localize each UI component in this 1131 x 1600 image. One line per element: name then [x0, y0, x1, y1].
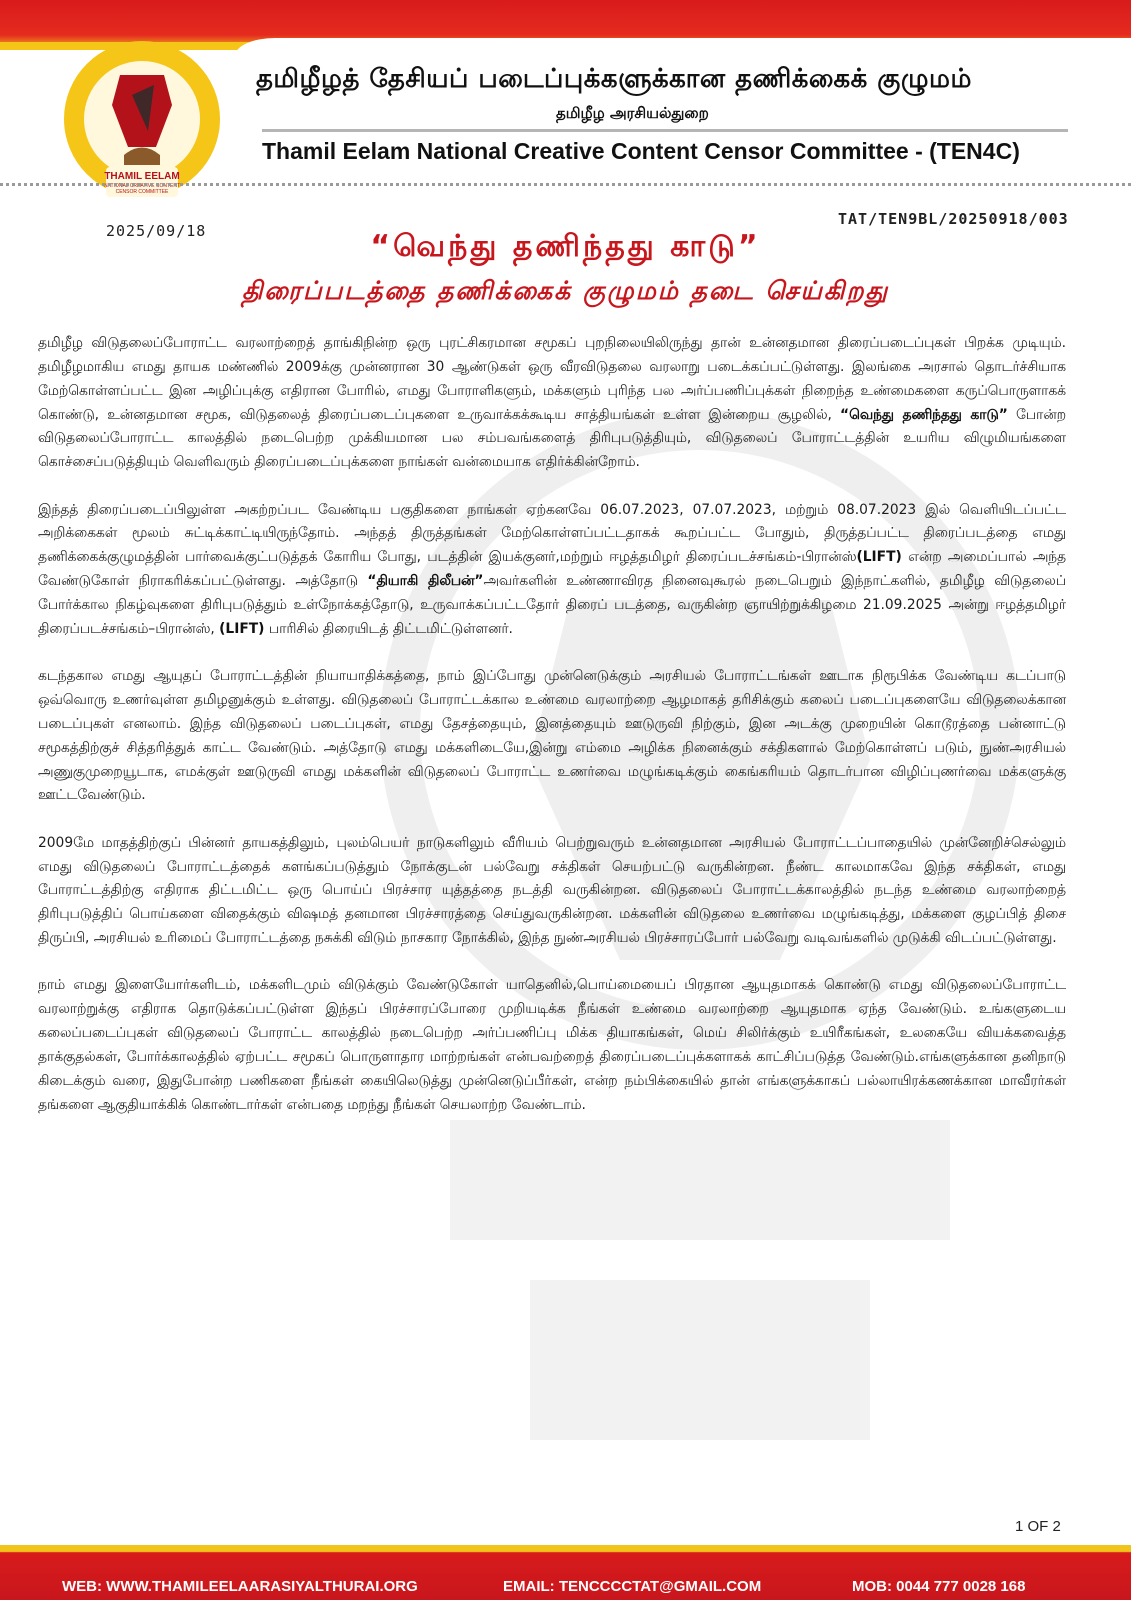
document-subtitle: திரைப்படத்தை தணிக்கைக் குழுமம் தடை செய்கிறது [241, 276, 890, 305]
header-band-curve [235, 38, 1131, 56]
logo-text-main: THAMIL EELAM [104, 171, 180, 182]
paragraph-text: தமிழீழ விடுதலைப்போராட்ட வரலாற்றைத் தாங்கிநின்ற ஒரு புரட்சிகரமான சமூகப் புறநிலையிலிருந்து தான் உன்னதமான திரைப்படைப்புகள் பிறக்க முடியும். தமிழீழமாகிய எமது தாயக மண்ணில் 2009க்கு முன்னரான 30 ஆண்டுகள் ஒரு வீரவிடுதலை வரலாறு படைக்கப்பட்டுள்ளது. இலங்கை அரசால் தொடர்ச்சியாக மேற்கொள்ளப்பட்ட இன அழிப்புக்கு எதிரான போரில், எமது போராளிகளும், மக்களும் புரிந்த பல அர்ப்பணிப்புக்கள் நிறைந்த உண்மைகளை கருப்பொருளாகக் கொண்டு, உன்னதமான சமூக, விடுதலைத் திரைப்படைப்புகளை உருவாக்கக்கூடிய சாத்தியங்கள் உள்ள இன்றைய சூழலில், [38, 335, 1066, 423]
emphasis-text: (LIFT) [219, 620, 265, 637]
footer-website-link[interactable]: WEB: WWW.THAMILEELAARASIYALTHURAI.ORG [62, 1578, 418, 1595]
document-title: “வெந்து தணிந்தது காடு” [370, 229, 761, 264]
dotted-separator [0, 183, 1131, 186]
body-text [38, 332, 1066, 1141]
committee-logo [62, 35, 222, 215]
logo-text-sub1: NATIONAL CREATIVE CONTENT [103, 183, 181, 189]
body-paragraph [38, 974, 1066, 1117]
header-divider [262, 129, 1068, 132]
body-paragraph [38, 499, 1066, 642]
paragraph-text: இந்தத் திரைப்படைப்பிலுள்ள அகற்றப்பட வேண்டிய பகுதிகளை நாங்கள் ஏற்கனவே 06.07.2023, 07.07.2023, மற்றும் 08.07.2023 இல் வெளியிடப்பட்ட அறிக்கைகள் மூலம் சுட்டிக்காட்டியிருந்தோம். அந்தத் திருத்தங்கள் மேற்கொள்ளப்பட்டதாகக் கூறப்பட்ட போதும், திருத்தப்பட்ட திரைப்படத்தை எமது தணிக்கைக்குழுமத்தின் பார்வைக்குட்படுத்தக் கோரிய போது, படத்தின் இயக்குனர்,மற்றும் ஈழத்தமிழர் திரைப்படச்சங்கம்-பிரான்ஸ் [38, 501, 1066, 566]
org-name-tamil: தமிழீழத் தேசியப் படைப்புக்களுக்கான தணிக்கைக் குழுமம் [256, 64, 972, 94]
body-paragraph [38, 332, 1066, 475]
document-date: 2025/09/18 [106, 222, 207, 240]
body-paragraph [38, 832, 1066, 951]
paragraph-text: கடந்தகால எமது ஆயுதப் போராட்டத்தின் நியாயாதிக்கத்தை, நாம் இப்போது முன்னெடுக்கும் அரசியல் போராட்டங்கள் ஊடாக நிரூபிக்க வேண்டிய கடப்பாடு ஒவ்வொரு உணர்வுள்ள தமிழனுக்கும் உள்ளது. விடுதலைப் போராட்டக்கால உண்மை வரலாற்றை ஆழமாகத் தரிசிக்கும் கலைப் படைப்புகளையே விடுதலைக்கான படைப்புகள் எனலாம். இந்த விடுதலைப் படைப்புகள், எமது தேசத்தையும், இனத்தையும் ஊடுருவி நிற்கும், இன அடக்கு முறையின் கொடூரத்தை பன்னாட்டு சமூகத்திற்குச் சித்தரித்துக் காட்ட வேண்டும். அத்தோடு எமது மக்களிடையே,இன்று எம்மை அழிக்க நினைக்கும் சக்திகளால் மேற்கொள்ளப் படும், நுண்அரசியல் அணுகுமுறையூடாக, எமக்குள் ஊடுருவி எமது மக்களின் விடுதலைப் போராட்ட உணர்வை மழுங்கடிக்கும் கைங்கரியம் தொடர்பான விழிப்புணர்வை மக்களுக்கு ஊட்டவேண்டும். [38, 668, 1066, 804]
footer-phone: MOB: 0044 777 0028 168 [852, 1578, 1026, 1595]
paragraph-text: பாரிசில் திரையிடத் திட்டமிட்டுள்ளனர். [264, 620, 513, 637]
paragraph-text: அவர்களின் உண்ணாவிரத நினைவுகூரல் நடைபெறும் இந்நாட்களில், தமிழீழ விடுதலைப் போர்க்கால நிகழ்வுகளை திரிபுபடுத்தும் உள்நோக்கத்தோடு, உருவாக்கப்பட்டதோர் திரைப் படத்தை, வருகின்ற ஞாயிற்றுக்கிழமை 21.09.2025 அன்று ஈழத்தமிழர் திரைப்படச்சங்கம்–பிரான்ஸ், [38, 573, 1067, 637]
paragraph-text: போன்ற விடுதலைப்போராட்ட காலத்தில் நடைபெற்ற முக்கியமான பல சம்பவங்களைத் திரிபுபடுத்தியும், விடுதலைப் போராட்டத்தின் உயரிய விழுமியங்களை கொச்சைப்படுத்தியும் வெளிவரும் திரைப்படைப்புக்களை நாங்கள் வன்மையாக எதிர்க்கின்றோம். [38, 406, 1066, 471]
org-subtitle-tamil: தமிழீழ அரசியல்துறை [556, 104, 709, 122]
emphasis-text: (LIFT) [856, 549, 902, 566]
paragraph-text: என்ற அமைப்பால் அந்த வேண்டுகோள் நிராகரிக்கப்பட்டுள்ளது. அத்தோடு [38, 549, 1066, 590]
reference-number: TAT/TEN9BL/20250918/003 [838, 210, 1069, 228]
body-paragraph [38, 665, 1066, 808]
emphasis-text: “வெந்து தணிந்தது காடு” [840, 406, 1008, 423]
paragraph-text: நாம் எமது இளையோர்களிடம், மக்களிடமும் விடுக்கும் வேண்டுகோள் யாதெனில்,பொய்மையைப் பிரதான ஆயுதமாகக் கொண்டு எமது விடுதலைப்போராட்ட வரலாற்றுக்கு எதிராக தொடுக்கப்பட்டுள்ள இந்தப் பிரச்சாரப்போரை முறியடிக்க நீங்கள் உண்மை வரலாற்றை ஆயுதமாக ஏந்த வேண்டும். உங்களுடைய கலைப்படைப்புகள் விடுதலைப் போராட்ட காலத்தில் நடைபெற்ற அர்ப்பணிப்பு மிக்க தியாகங்கள், மெய் சிலிர்க்கும் உயிரீகங்கள், உலகையே வியக்கவைத்த தாக்குதல்கள், போர்க்காலத்தில் ஏற்பட்ட சமூகப் பொருளாதார மாற்றங்கள் என்பவற்றைத் திரைப்படைப்புக்களாகக் காட்சிப்படுத்த வேண்டும்.எங்களுக்கான தனிநாடு கிடைக்கும் வரை, இதுபோன்ற பணிகளை நீங்கள் கையிலெடுத்து முன்னெடுப்பீர்கள், என்ற நம்பிக்கையில் தான் எங்களுக்காகப் பல்லாயிரக்கணக்கான மாவீரர்கள் தங்களை ஆகுதியாக்கிக் கொண்டார்கள் என்பதை மறந்து நீங்கள் செயலாற்ற வேண்டாம். [38, 977, 1066, 1113]
logo-text-sub2: CENSOR COMMITTEE [115, 189, 169, 195]
org-name-english: Thamil Eelam National Creative Content Censor Committee - (TEN4C) [262, 138, 1020, 164]
footer-email-link[interactable]: EMAIL: TENCCCCTAT@GMAIL.COM [503, 1578, 762, 1595]
paragraph-text: 2009மே மாதத்திற்குப் பின்னர் தாயகத்திலும், புலம்பெயர் நாடுகளிலும் வீரியம் பெற்றுவரும் உன்னதமான அரசியல் போராட்டப்பாதையில் முன்னேறிச்செல்லும் எமது விடுதலைப் போராட்டத்தைக் களங்கப்படுத்தும் நோக்குடன் பல்வேறு சக்திகள் செயற்பட்டு வருகின்றன. நீண்ட காலமாகவே இந்த சக்திகள், எமது போராட்டத்திற்கு எதிராக திட்டமிட்ட ஒரு பொய்ப் பிரச்சார யுத்தத்தை நடத்தி வருகின்றன. விடுதலைப் போராட்டக்காலத்தில் நடந்த உண்மை வரலாற்றைத் திரிபுபடுத்திப் பொய்களை விதைக்கும் விஷமத் தனமான பிரச்சாரத்தை செய்துவருகின்றன. மக்களின் விடுதலை உணர்வை மழுங்கடித்து, மக்களை குழப்பித் திசை திருப்பி, அரசியல் உரிமைப் போராட்டத்தை நசுக்கி விடும் நாசகார நோக்கில், இந்த நுண்அரசியல் பிரச்சாரப்போர் பல்வேறு வடிவங்களில் முடுக்கி விடப்பட்டுள்ளது. [38, 834, 1066, 947]
page-number: 1 OF 2 [1015, 1518, 1061, 1535]
emphasis-text: “தியாகி திலீபன்” [367, 573, 484, 590]
